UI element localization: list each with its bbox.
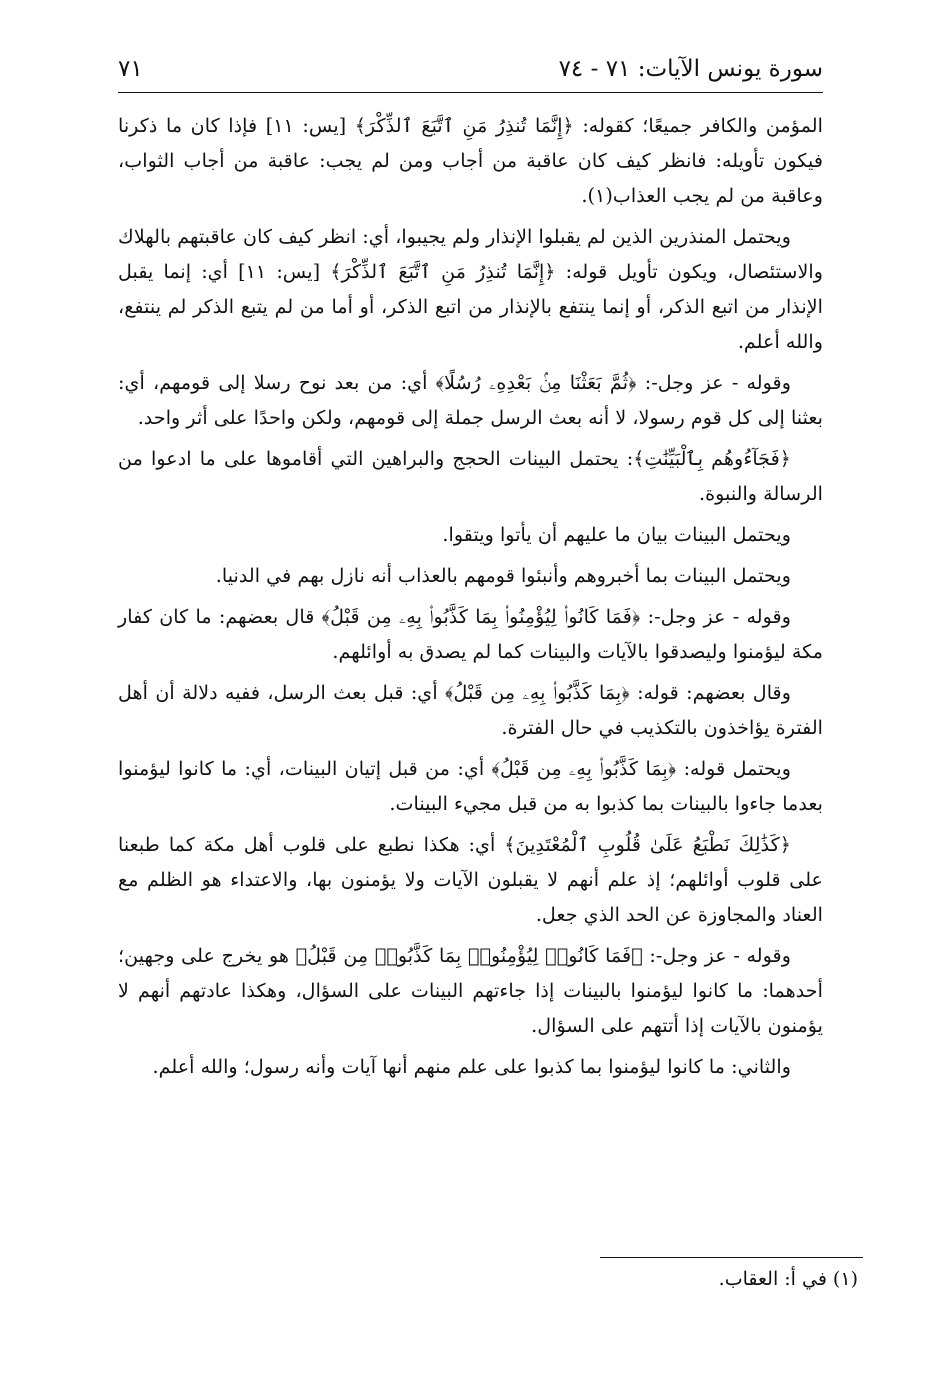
paragraph: ويحتمل البينات بيان ما عليهم أن يأتوا ويتقوا. [442, 523, 791, 546]
paragraph: ﴿فَجَآءُوهُم بِٱلْبَيِّنَٰتِ﴾: يحتمل البينات الحجج والبراهين التي أقاموها على ما ادعوا من الرسالة والنبوة. [118, 447, 823, 505]
paragraph: وقوله - عز وجل-: ﴿فَمَا كَانُوا۟ لِيُؤْمِنُوا۟ بِمَا كَذَّبُوا۟ بِهِۦ مِن قَبْلُ﴾ قال بعضهم: ما كان كفار مكة ليؤمنوا وليصدقوا بالآيات والبينات كما لم يصدق به أوائلهم. [118, 605, 823, 663]
page-number: ٧١ [118, 56, 143, 82]
paragraph: والثاني: ما كانوا ليؤمنوا بما كذبوا على علم منهم أنها آيات وأنه رسول؛ والله أعلم. [152, 1055, 791, 1078]
running-header [118, 52, 823, 93]
footnote-divider [600, 1257, 863, 1258]
paragraph: وقوله - عز وجل-: ﴿ثُمَّ بَعَثْنَا مِنۢ بَعْدِهِۦ رُسُلًا﴾ أي: من بعد نوح رسلا إلى قومهم، أي: بعثنا إلى كل قوم رسولا، لا أنه بعث الرسل جملة إلى قومهم، ولكن واحدًا على أثر واحد. [118, 371, 823, 429]
paragraph: ﴿كَذَٰلِكَ نَطْبَعُ عَلَىٰ قُلُوبِ ٱلْمُعْتَدِينَ﴾ أي: هكذا نطبع على قلوب أهل مكة كما طبعنا على قلوب أوائلهم؛ إذ علم أنهم لا يقبلون الآيات ولا يؤمنون بها، والاعتداء هو الظلم مع العناد والمجاوزة عن الحد الذي جعل. [118, 833, 823, 926]
paragraph: ويحتمل قوله: ﴿بِمَا كَذَّبُوا۟ بِهِۦ مِن قَبْلُ﴾ أي: من قبل إتيان البينات، أي: ما كانوا ليؤمنوا بعدما جاءوا بالبينات بما كذبوا به من قبل مجيء البينات. [118, 757, 823, 815]
body-text [118, 108, 823, 1090]
paragraph: ويحتمل المنذرين الذين لم يقبلوا الإنذار ولم يجيبوا، أي: انظر كيف كان عاقبتهم بالهلاك والاستئصال، ويكون تأويل قوله: ﴿إِنَّمَا تُنذِرُ مَنِ ٱتَّبَعَ ٱلذِّكْرَ﴾ [يس: ١١] أي: إنما يقبل الإنذار من اتبع الذكر، أو إنما ينتفع بالإنذار من اتبع الذكر، أو أما من لم يتبع الذكر لم ينتفع، والله أعلم. [118, 225, 824, 353]
paragraph: وقوله - عز وجل-: ﴿فَمَا كَانُوا۟ لِيُؤْمِنُوا۟ بِمَا كَذَّبُوا۟ مِن قَبْلُ﴾ هو يخرج على وجهين؛ أحدهما: ما كانوا ليؤمنوا بالبينات إذا جاءتهم البينات على السؤال، وهكذا عادتهم أنهم لا يؤمنون بالآيات إذا أتتهم على السؤال. [118, 944, 823, 1037]
header-title: سورة يونس الآيات: ٧١ - ٧٤ [558, 56, 823, 82]
paragraph: ويحتمل البينات بما أخبروهم وأنبئوا قومهم بالعذاب أنه نازل بهم في الدنيا. [215, 564, 791, 587]
paragraph: وقال بعضهم: قوله: ﴿بِمَا كَذَّبُوا۟ بِهِۦ مِن قَبْلُ﴾ أي: قبل بعث الرسل، ففيه دلالة أن أهل الفترة يؤاخذون بالتكذيب في حال الفترة. [118, 681, 823, 739]
paragraph: المؤمن والكافر جميعًا؛ كقوله: ﴿إِنَّمَا تُنذِرُ مَنِ ٱتَّبَعَ ٱلذِّكْرَ﴾ [يس: ١١] فإذا كان ما ذكرنا فيكون تأويله: فانظر كيف كان عاقبة من أجاب ومن لم يجب: عاقبة من أجاب الثواب، وعاقبة من لم يجب العذاب(١). [118, 114, 823, 207]
footnote: (١) في أ: العقاب. [718, 1268, 858, 1290]
